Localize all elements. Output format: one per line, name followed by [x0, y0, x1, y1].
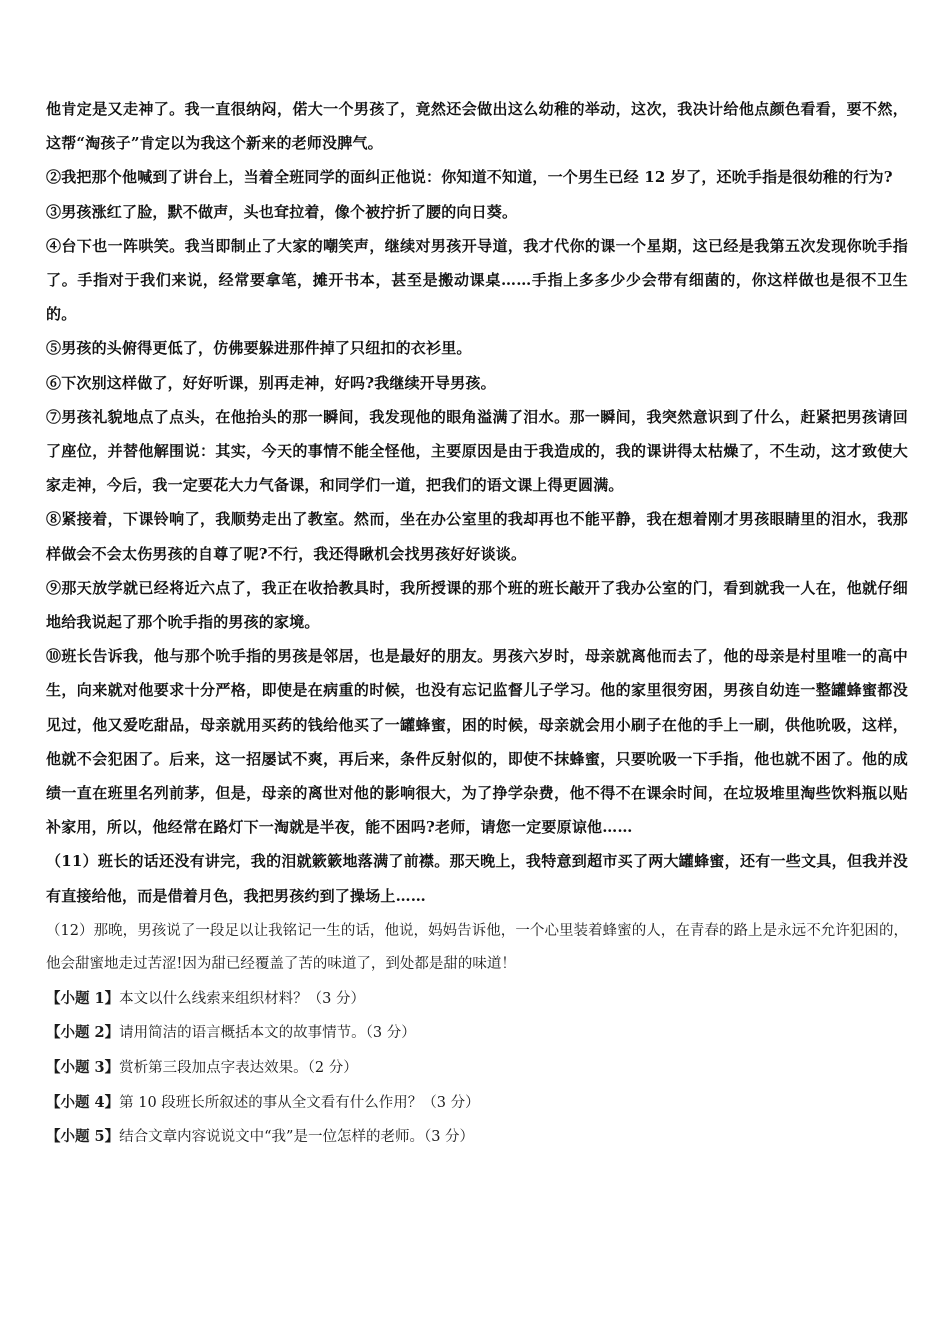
- question-item: [46, 1016, 908, 1051]
- question-item: [46, 1051, 908, 1086]
- question-item: [46, 1086, 908, 1121]
- question-number: 【小题 2】: [46, 1024, 120, 1042]
- question-text: 赏析第三段加点字表达效果。（2 分）: [119, 1060, 358, 1077]
- document-page: [46, 92, 908, 1155]
- paragraph-3: ③男孩涨红了脸，默不做声，头也耷拉着，像个被拧折了腰的向日葵。: [46, 202, 518, 221]
- paragraph-1-continued: 他肯定是又走神了。我一直很纳闷，偌大一个男孩了，竟然还会做出这么幼稚的举动，这次，我决计给他点颜色看看，要不然，这帮“淘孩子”肯定以为我这个新来的老师没脾气。: [46, 100, 908, 153]
- question-item: [46, 982, 908, 1017]
- paragraph-2: ②我把那个他喊到了讲台上，当着全班同学的面纠正他说：你知道不知道，一个男生已经 12 岁了，还吮手指是很幼稚的行为?: [46, 168, 893, 187]
- question-text: 本文以什么线索来组织材料？（3 分）: [119, 990, 365, 1007]
- question-item: [46, 1120, 908, 1155]
- story-body: [46, 92, 908, 913]
- paragraph-11: （11）班长的话还没有讲完，我的泪就簌簌地落满了前襟。那天晚上，我特意到超市买了两大罐蜂蜜，还有一些文具，但我并没有直接给他，而是借着月色，我把男孩约到了操场上……: [46, 852, 908, 905]
- paragraph-10: ⑩班长告诉我，他与那个吮手指的男孩是邻居，也是最好的朋友。男孩六岁时，母亲就离他而去了，他的母亲是村里唯一的高中生，向来就对他要求十分严格，即使是在病重的时候，也没有忘记监督儿子学习。他的家里很穷困，男孩自幼连一整罐蜂蜜都没见过，他又爱吃甜品，母亲就用买药的钱给他买了一罐蜂蜜，困的时候，母亲就会用小刷子在他的手上一刷，供他吮吸，这样，他就不会犯困了。后来，这一招屡试不爽，再后来，条件反射似的，即使不抹蜂蜜，只要吮吸一下手指，他也就不困了。他的成绩一直在班里名列前茅，但是，母亲的离世对他的影响很大，为了挣学杂费，他不得不在课余时间，在垃圾堆里淘些饮料瓶以贴补家用，所以，他经常在路灯下一淘就是半夜，能不困吗?老师，请您一定要原谅他……: [46, 647, 908, 837]
- paragraph-4: ④台下也一阵哄笑。我当即制止了大家的嘲笑声，继续对男孩开导道，我才代你的课一个星期，这已经是我第五次发现你吮手指了。手指对于我们来说，经常要拿笔，摊开书本，甚至是搬动课桌……手指上多多少少会带有细菌的，你这样做也是很不卫生的。: [46, 236, 908, 324]
- question-number: 【小题 3】: [46, 1059, 120, 1077]
- story-ending: [46, 915, 908, 982]
- paragraph-7: ⑦男孩礼貌地点了点头，在他抬头的那一瞬间，我发现他的眼角溢满了泪水。那一瞬间，我突然意识到了什么，赶紧把男孩请回了座位，并替他解围说：其实，今天的事情不能全怪他，主要原因是由于我造成的，我的课讲得太枯燥了，不生动，这才致使大家走神，今后，我一定要花大力气备课，和同学们一道，把我们的语文课上得更圆满。: [46, 407, 908, 495]
- paragraph-6: ⑥下次别这样做了，好好听课，别再走神，好吗?我继续开导男孩。: [46, 373, 496, 392]
- question-text: 请用简洁的语言概括本文的故事情节。（3 分）: [119, 1025, 416, 1042]
- question-list: [46, 982, 908, 1155]
- question-text: 第 10 段班长所叙述的事从全文看有什么作用？（3 分）: [119, 1094, 480, 1111]
- paragraph-12: （12）那晚，男孩说了一段足以让我铭记一生的话，他说，妈妈告诉他，一个心里装着蜂蜜的人，在青春的路上是永远不允许犯困的，他会甜蜜地走过苦涩!因为甜已经覆盖了苦的味道了，到处都是甜的味道！: [46, 922, 908, 973]
- question-number: 【小题 5】: [46, 1128, 120, 1146]
- question-number: 【小题 4】: [46, 1093, 120, 1111]
- paragraph-8: ⑧紧接着，下课铃响了，我顺势走出了教室。然而，坐在办公室里的我却再也不能平静，我在想着刚才男孩眼睛里的泪水，我那样做会不会太伤男孩的自尊了呢?不行，我还得瞅机会找男孩好好谈谈。: [46, 510, 908, 563]
- paragraph-9: ⑨那天放学就已经将近六点了，我正在收拾教具时，我所授课的那个班的班长敲开了我办公室的门，看到就我一人在，他就仔细地给我说起了那个吮手指的男孩的家境。: [46, 578, 908, 632]
- question-text: 结合文章内容说说文中“我”是一位怎样的老师。（3 分）: [119, 1129, 475, 1146]
- question-number: 【小题 1】: [46, 989, 120, 1007]
- paragraph-5: ⑤男孩的头俯得更低了，仿佛要躲进那件掉了只纽扣的衣衫里。: [46, 339, 472, 358]
